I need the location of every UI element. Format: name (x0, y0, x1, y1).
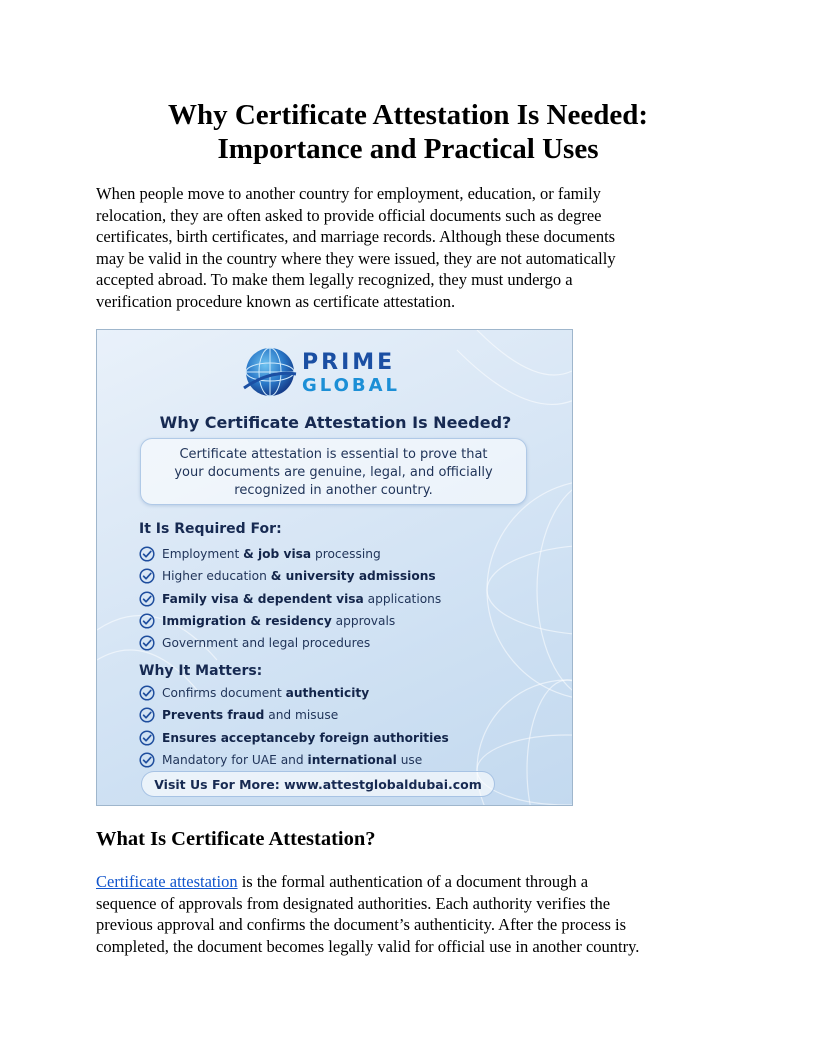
link-line-rest: is the formal authentication of a document through a (237, 872, 589, 891)
required-for-item (139, 565, 441, 587)
required-for-item-text: approvals (331, 614, 396, 629)
summary-line: your documents are genuine, legal, and officially (174, 465, 493, 480)
why-it-matters-item-text: Ensures acceptance (162, 730, 299, 745)
required-for-item (139, 588, 441, 610)
required-for-item-text: Family visa & dependent visa (162, 591, 364, 606)
required-for-item-text: applications (363, 591, 442, 606)
certificate-attestation-link[interactable]: Certificate attestation (96, 872, 238, 891)
why-it-matters-item-text: international (307, 753, 397, 768)
intro-line: accepted abroad. To make them legally recognized, they must undergo a (96, 270, 573, 289)
paragraph-line (96, 871, 720, 893)
intro-line: When people move to another country for employment, education, or family (96, 184, 601, 203)
required-for-item-text: Government and legal procedures (162, 636, 371, 651)
check-circle-icon (139, 707, 155, 723)
prime-global-logo (242, 344, 422, 400)
required-for-item-text: Employment (162, 547, 244, 562)
required-for-item (139, 543, 441, 565)
summary-line: recognized in another country. (234, 483, 433, 498)
required-for-item-text: Higher education (162, 569, 271, 584)
required-for-item-text: processing (311, 547, 381, 562)
required-for-item-text: Immigration & residency (162, 614, 332, 629)
check-circle-icon (139, 635, 155, 651)
section-heading: What Is Certificate Attestation? (96, 828, 376, 850)
required-for-item (139, 610, 441, 632)
required-for-item-text: & university admissions (270, 569, 436, 584)
paragraph-line: sequence of approvals from designated authorities. Each authority verifies the (96, 893, 611, 913)
why-it-matters-item-text: authenticity (285, 686, 370, 701)
check-circle-icon (139, 568, 155, 584)
required-for-item-text: & job visa (243, 547, 312, 562)
infographic-image (96, 329, 573, 806)
required-for-item (139, 632, 441, 654)
why-it-matters-item (139, 727, 449, 749)
paragraph-line: completed, the document becomes legally valid for official use in another country. (96, 936, 640, 956)
globe-icon (242, 344, 298, 400)
why-it-matters-list (139, 682, 449, 771)
check-circle-icon (139, 591, 155, 607)
why-it-matters-item-text: Mandatory for UAE and (162, 753, 308, 768)
check-circle-icon (139, 730, 155, 746)
why-it-matters-item (139, 704, 449, 726)
why-it-matters-item-text: Prevents fraud (162, 708, 265, 723)
intro-line: verification procedure known as certificate attestation. (96, 291, 456, 311)
why-it-matters-item-text: Confirms document (162, 686, 286, 701)
intro-line: may be valid in the country where they were issued, they are not automatically (96, 248, 616, 268)
intro-paragraph (96, 183, 720, 312)
infographic-summary-box (140, 438, 527, 505)
required-for-title: It Is Required For: (139, 521, 282, 537)
why-it-matters-item-text: and misuse (264, 708, 339, 723)
why-it-matters-item (139, 749, 449, 771)
brand-prime: PRIME (302, 350, 396, 375)
check-circle-icon (139, 613, 155, 629)
why-it-matters-item-text: use (396, 753, 423, 768)
check-circle-icon (139, 685, 155, 701)
intro-line: certificates, birth certificates, and marriage records. Although these documents (96, 227, 616, 246)
why-it-matters-title: Why It Matters: (139, 663, 263, 679)
section-paragraph (96, 871, 720, 957)
paragraph-line: previous approval and confirms the document’s authenticity. After the process is (96, 915, 626, 934)
required-for-list (139, 543, 441, 654)
intro-line: relocation, they are often asked to provide official documents such as degree (96, 205, 602, 225)
check-circle-icon (139, 752, 155, 768)
page-title (96, 98, 720, 166)
why-it-matters-item-text: by foreign authorities (298, 730, 449, 745)
check-circle-icon (139, 546, 155, 562)
title-line-2: Importance and Practical Uses (217, 133, 599, 165)
title-line-1: Why Certificate Attestation Is Needed: (167, 99, 648, 131)
why-it-matters-item (139, 682, 449, 704)
visit-website-banner: Visit Us For More: www.attestglobaldubai.com (141, 771, 495, 797)
brand-global: GLOBAL (302, 375, 401, 396)
summary-line: Certificate attestation is essential to prove that (179, 447, 488, 462)
infographic-heading: Why Certificate Attestation Is Needed? (159, 413, 512, 432)
